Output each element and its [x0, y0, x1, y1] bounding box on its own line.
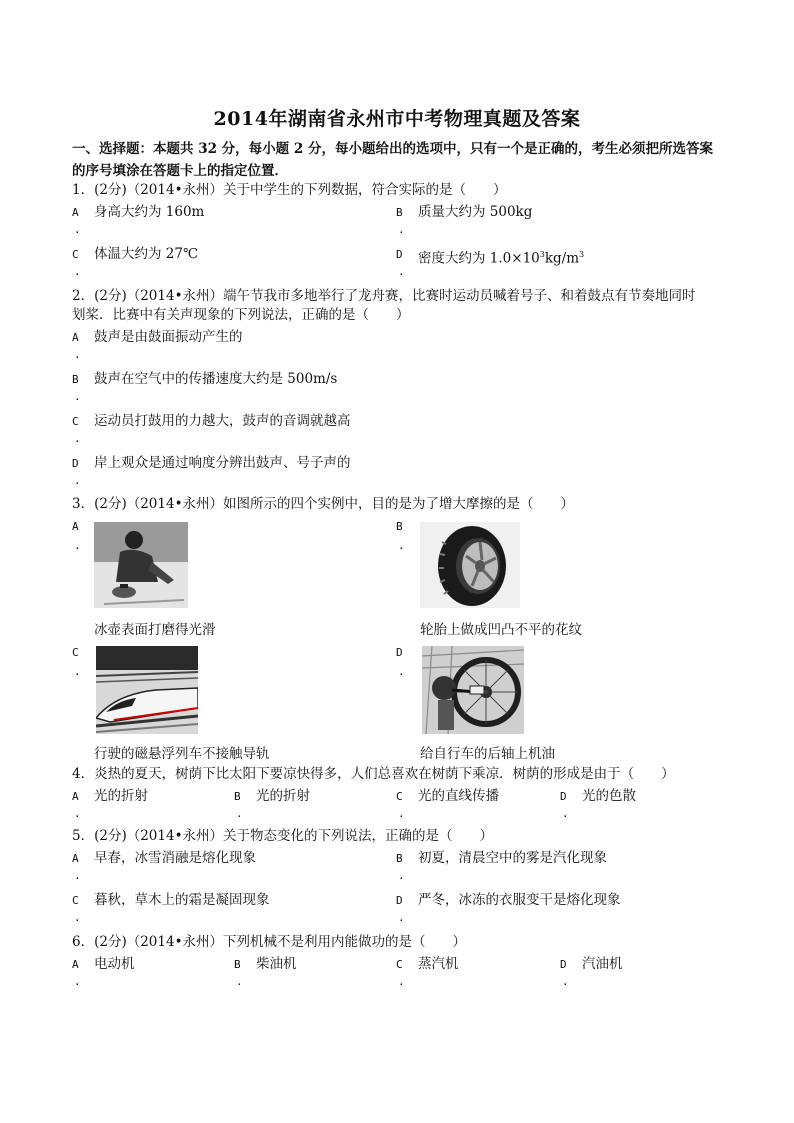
- q1-option-d-exponent: 3: [539, 250, 545, 259]
- q2-letter-a: A: [72, 331, 79, 344]
- q6-dot-c: .: [398, 975, 405, 988]
- q5-letter-a: A: [72, 852, 79, 865]
- q6-option-b: 柴油机: [256, 956, 297, 972]
- question-2-stem-line2: 划桨．比赛中有关声现象的下列说法，正确的是（ ）: [72, 307, 410, 323]
- q3-letter-b: B: [396, 520, 403, 533]
- q1-dot-b: .: [398, 223, 405, 236]
- q5-dot-c: .: [74, 911, 81, 924]
- q5-option-b: 初夏，清晨空中的雾是汽化现象: [418, 850, 607, 866]
- q3-dot-d: .: [398, 665, 405, 678]
- q1-option-d: [418, 244, 584, 270]
- q5-option-a: 早春，冰雪消融是熔化现象: [94, 850, 256, 866]
- q5-dot-b: .: [398, 869, 405, 882]
- question-5-stem: 5．(2分)（2014•永州）关于物态变化的下列说法，正确的是（ ）: [72, 828, 494, 844]
- question-4-stem: 4．炎热的夏天，树荫下比太阳下要凉快得多，人们总喜欢在树荫下乘凉．树荫的形成是由于（ ）: [72, 766, 675, 782]
- q2-option-d: 岸上观众是通过响度分辨出鼓声、号子声的: [94, 455, 351, 471]
- q6-option-a: 电动机: [94, 956, 135, 972]
- question-6-stem: 6．(2分)（2014•永州）下列机械不是利用内能做功的是（ ）: [72, 934, 467, 950]
- q6-dot-b: .: [236, 975, 243, 988]
- q1-letter-a: A: [72, 206, 79, 219]
- q6-letter-b: B: [234, 958, 241, 971]
- q1-option-b: 质量大约为 500kg: [418, 204, 533, 220]
- q5-letter-d: D: [396, 894, 403, 907]
- q1-option-d-unit-exponent: 3: [579, 250, 585, 259]
- q2-option-b: 鼓声在空气中的传播速度大约是 500m/s: [94, 371, 338, 387]
- curling-photo: [94, 522, 188, 608]
- q2-letter-b: B: [72, 373, 79, 386]
- question-2-stem-line1: 2．(2分)（2014•永州）端午节我市多地举行了龙舟赛，比赛时运动员喊着号子、和着鼓点有节奏地同时: [72, 288, 696, 304]
- q4-letter-b: B: [234, 790, 241, 803]
- q5-letter-b: B: [396, 852, 403, 865]
- q6-letter-c: C: [396, 958, 403, 971]
- q5-dot-d: .: [398, 911, 405, 924]
- q1-option-d-unit: kg/m: [544, 250, 580, 267]
- q4-dot-b: .: [236, 807, 243, 820]
- q2-letter-c: C: [72, 415, 79, 428]
- q1-option-d-prefix: 密度大约为 1.0×10: [418, 250, 540, 267]
- q4-dot-c: .: [398, 807, 405, 820]
- q1-letter-d: D: [396, 248, 403, 261]
- q6-option-d: 汽油机: [582, 956, 623, 972]
- q2-dot-a: .: [74, 348, 81, 361]
- q5-option-d: 严冬，冰冻的衣服变干是熔化现象: [418, 892, 621, 908]
- maglev-train-photo: [96, 646, 198, 734]
- q6-dot-d: .: [562, 975, 569, 988]
- q3-dot-c: .: [74, 665, 81, 678]
- q2-dot-d: .: [74, 474, 81, 487]
- q6-letter-a: A: [72, 958, 79, 971]
- bicycle-oiling-photo: [422, 646, 524, 734]
- q4-option-c: 光的直线传播: [418, 788, 499, 804]
- q2-letter-d: D: [72, 457, 79, 470]
- q3-letter-a: A: [72, 520, 79, 533]
- q3-option-c-caption: 行驶的磁悬浮列车不接触导轨: [94, 746, 270, 762]
- tire-photo: [420, 522, 520, 608]
- q3-option-a-caption: 冰壶表面打磨得光滑: [94, 622, 216, 638]
- question-1-stem: 1．(2分)（2014•永州）关于中学生的下列数据，符合实际的是（ ）: [72, 182, 507, 198]
- q3-dot-a: .: [74, 539, 81, 552]
- q1-dot-a: .: [74, 223, 81, 236]
- q3-dot-b: .: [398, 539, 405, 552]
- q4-dot-a: .: [74, 807, 81, 820]
- q3-letter-d: D: [396, 646, 403, 659]
- q2-option-a: 鼓声是由鼓面振动产生的: [94, 329, 243, 345]
- q4-letter-d: D: [560, 790, 567, 803]
- q3-option-b-caption: 轮胎上做成凹凸不平的花纹: [420, 622, 582, 638]
- q1-dot-c: .: [74, 265, 81, 278]
- q4-letter-a: A: [72, 790, 79, 803]
- q3-option-d-caption: 给自行车的后轴上机油: [420, 746, 555, 762]
- q5-dot-a: .: [74, 869, 81, 882]
- q1-option-c: 体温大约为 27℃: [94, 246, 199, 262]
- q4-dot-d: .: [562, 807, 569, 820]
- section-heading: 一、选择题：本题共 32 分，每小题 2 分，每小题给出的选项中，只有一个是正确的，考生必须把所选答案的序号填涂在答题卡上的指定位置．: [72, 141, 713, 179]
- q6-dot-a: .: [74, 975, 81, 988]
- q1-dot-d: .: [398, 265, 405, 278]
- q3-letter-c: C: [72, 646, 79, 659]
- q2-dot-b: .: [74, 390, 81, 403]
- q1-letter-c: C: [72, 248, 79, 261]
- q5-letter-c: C: [72, 894, 79, 907]
- q4-option-d: 光的色散: [582, 788, 636, 804]
- page-title: 2014年湖南省永州市中考物理真题及答案: [213, 108, 581, 130]
- q5-option-c: 暮秋，草木上的霜是凝固现象: [94, 892, 270, 908]
- question-3-stem: 3．(2分)（2014•永州）如图所示的四个实例中，目的是为了增大摩擦的是（ ）: [72, 496, 575, 512]
- q2-dot-c: .: [74, 432, 81, 445]
- q4-option-a: 光的折射: [94, 788, 148, 804]
- q1-option-a: 身高大约为 160m: [94, 204, 205, 220]
- q6-letter-d: D: [560, 958, 567, 971]
- q4-letter-c: C: [396, 790, 403, 803]
- q6-option-c: 蒸汽机: [418, 956, 459, 972]
- q2-option-c: 运动员打鼓用的力越大，鼓声的音调就越高: [94, 413, 351, 429]
- q1-letter-b: B: [396, 206, 403, 219]
- q4-option-b: 光的折射: [256, 788, 310, 804]
